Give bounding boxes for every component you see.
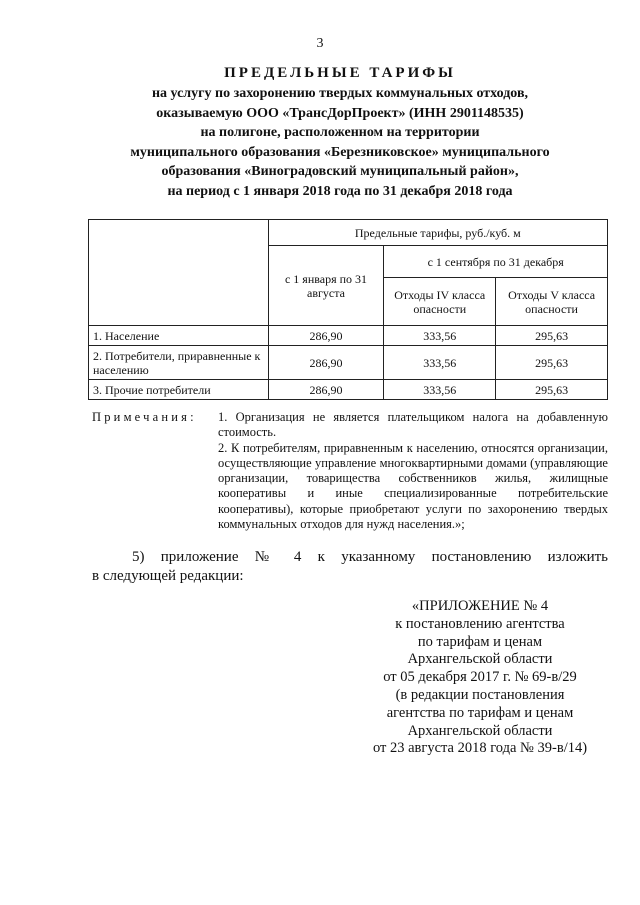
row-label: 1. Население <box>89 326 269 346</box>
cell-value: 333,56 <box>384 326 496 346</box>
notes-label: Примечания: <box>92 410 197 424</box>
cell-value: 286,90 <box>268 346 384 380</box>
cell-value: 295,63 <box>496 380 608 400</box>
cell-value: 295,63 <box>496 346 608 380</box>
table-row <box>89 380 608 400</box>
paragraph-line: в следующей редакции: <box>92 568 244 584</box>
tariff-heading <box>60 64 620 201</box>
appendix-line: (в редакции постановления <box>395 686 565 703</box>
note-item: 2. К потребителям, приравненным к населению, относятся организации, осуществляющие управление многоквартирными домами (управляющие организации, товарищества собственников жилья, жилищные кооперативы и иные специализированные потребительские кооперативы), которые приобретают услуги по захоронению твердых коммунальных отходов для нужд населения.»; <box>218 440 608 532</box>
appendix-line: «ПРИЛОЖЕНИЕ № 4 <box>411 598 549 614</box>
table-corner-cell <box>89 220 269 326</box>
appendix-line: к постановлению агентства <box>395 615 565 632</box>
page-number: 3 <box>316 36 324 51</box>
heading-line: на полигоне, расположенном на территории <box>200 125 480 140</box>
cell-value: 286,90 <box>268 326 384 346</box>
table-row <box>89 346 608 380</box>
tariff-title: ПРЕДЕЛЬНЫЕ ТАРИФЫ <box>224 65 456 81</box>
appendix-block <box>330 598 630 758</box>
header-waste-v: Отходы V класса опасности <box>496 278 608 326</box>
heading-line: на услугу по захоронению твердых коммунальных отходов, <box>151 86 529 101</box>
paragraph-line: 5) приложение № 4 к указанному постановлению изложить <box>132 549 608 565</box>
notes-text <box>218 410 608 532</box>
cell-value: 333,56 <box>384 380 496 400</box>
tariff-table <box>88 219 608 400</box>
appendix-line: от 05 декабря 2017 г. № 69-в/29 <box>383 669 577 686</box>
header-main: Предельные тарифы, руб./куб. м <box>268 220 607 246</box>
cell-value: 333,56 <box>384 346 496 380</box>
appendix-line: от 23 августа 2018 года № 39-в/14) <box>372 740 588 757</box>
header-period-2: с 1 сентября по 31 декабря <box>384 246 608 278</box>
table-row <box>89 326 608 346</box>
cell-value: 286,90 <box>268 380 384 400</box>
appendix-line: агентства по тарифам и ценам <box>386 704 574 721</box>
heading-line: образования «Виноградовский муниципальный район», <box>161 164 519 179</box>
heading-line: оказываемую ООО «ТрансДорПроект» (ИНН 2901148535) <box>156 105 524 121</box>
cell-value: 295,63 <box>496 326 608 346</box>
appendix-line: Архангельской области <box>407 651 553 668</box>
appendix-line: по тарифам и ценам <box>417 633 543 650</box>
row-label: 3. Прочие потребители <box>89 380 269 400</box>
row-label: 2. Потребители, приравненные к населению <box>89 346 269 380</box>
amendment-paragraph <box>92 548 608 586</box>
header-period-1: с 1 января по 31 августа <box>268 246 384 326</box>
heading-line: муниципального образования «Березниковское» муниципального <box>130 144 550 160</box>
appendix-line: Архангельской области <box>407 722 553 739</box>
note-item: 1. Организация не является плательщиком налога на добавленную стоимость. <box>218 410 608 440</box>
heading-line: на период с 1 января 2018 года по 31 декабря 2018 года <box>167 183 513 199</box>
header-waste-iv: Отходы IV класса опасности <box>384 278 496 326</box>
